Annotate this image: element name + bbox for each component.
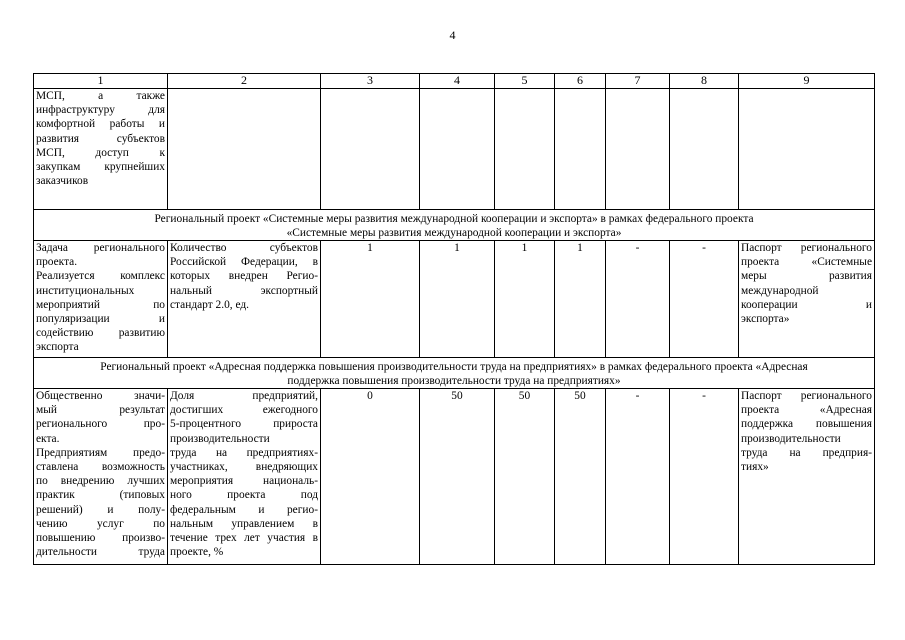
- value-cell: 1: [420, 241, 495, 358]
- text-line: комфортной работы и: [36, 118, 165, 131]
- text-line: Паспорт регионального: [741, 242, 872, 254]
- text-line: развития субъектов: [36, 132, 165, 145]
- text-line: стандарт 2.0, ед.: [170, 298, 250, 311]
- table-row-productivity: [34, 389, 875, 565]
- value-cell: 1: [495, 241, 555, 358]
- value-cell: -: [670, 389, 739, 565]
- text-line: Паспорт регионального: [741, 390, 872, 402]
- text-line: кооперации и: [741, 298, 872, 311]
- text-line: Российской Федерации, в: [170, 256, 318, 269]
- empty-cell: [739, 89, 875, 210]
- section-title: [34, 358, 875, 389]
- text-line: решений) и полу-: [36, 503, 165, 516]
- section-row-export: [34, 210, 875, 241]
- empty-cell: [420, 89, 495, 210]
- value-cell: 50: [420, 389, 495, 565]
- text-line: нальный экспортный: [170, 284, 318, 297]
- empty-cell: [555, 89, 606, 210]
- table-row-continuation: [34, 89, 875, 210]
- task-cell: [34, 389, 168, 565]
- text-line: чению услуг по: [36, 517, 165, 530]
- empty-cell: [495, 89, 555, 210]
- text-line: закупкам крупнейших: [36, 161, 165, 174]
- text-line: инфраструктуру для: [36, 104, 165, 117]
- section-title-line: «Системные меры развития международной кооперации и экспорта»: [286, 227, 622, 239]
- column-number: 3: [321, 74, 420, 89]
- text-line: мый результат: [36, 404, 165, 417]
- text-line: екта.: [36, 432, 60, 445]
- text-line: тиях»: [741, 461, 769, 474]
- text-line: Предприятиям предо-: [36, 446, 165, 459]
- section-row-productivity: [34, 358, 875, 389]
- text-line: Количество субъектов: [170, 242, 318, 254]
- text-line: заказчиков: [36, 175, 89, 188]
- text-line: Реализуется комплекс: [36, 270, 165, 283]
- value-cell: 0: [321, 389, 420, 565]
- value-cell: 50: [495, 389, 555, 565]
- section-title-line: поддержка повышения производительности труда на предприятиях»: [287, 375, 621, 387]
- value-cell: 1: [321, 241, 420, 358]
- text-line: Доля предприятий,: [170, 390, 318, 402]
- text-line: Задача регионального: [36, 242, 165, 254]
- text-line: течение трех лет участия в: [170, 532, 318, 545]
- column-number: 1: [34, 74, 168, 89]
- value-cell: -: [670, 241, 739, 358]
- text-line: мероприятия националь-: [170, 475, 318, 488]
- empty-cell: [670, 89, 739, 210]
- text-line: практик (типовых: [36, 489, 165, 502]
- value-cell: 50: [555, 389, 606, 565]
- text-line: регионального про-: [36, 418, 165, 431]
- text-line: федеральным и регио-: [170, 503, 318, 516]
- text-line: дительности труда: [36, 546, 165, 559]
- text-line: содействию развитию: [36, 327, 165, 340]
- text-line: ного проекта под: [170, 489, 318, 502]
- source-cell: [739, 241, 875, 358]
- task-cell: [34, 241, 168, 358]
- text-line: поддержка повышения: [741, 418, 872, 431]
- text-line: МСП, доступ к: [36, 146, 165, 159]
- text-line: производительности: [170, 432, 270, 445]
- empty-cell: [168, 89, 321, 210]
- text-line: популяризации и: [36, 313, 165, 326]
- text-line: меры развития: [741, 270, 872, 283]
- column-number: 9: [739, 74, 875, 89]
- text-line: институциональных: [36, 284, 135, 297]
- column-number: 2: [168, 74, 321, 89]
- text-line: проекта «Адресная: [741, 404, 872, 417]
- text-line: международной: [741, 284, 819, 297]
- column-number: 7: [606, 74, 670, 89]
- text-line: участниках, внедряющих: [170, 461, 318, 474]
- text-line: ставлена возможность: [36, 461, 165, 474]
- text-line: проекте, %: [170, 546, 224, 559]
- text-line: нальным управлением в: [170, 517, 318, 530]
- text-line: достигших ежегодного: [170, 404, 318, 417]
- text-line: проекта «Системные: [741, 256, 872, 269]
- section-title: [34, 210, 875, 241]
- task-cell: [34, 89, 168, 210]
- source-cell: [739, 389, 875, 565]
- empty-cell: [606, 89, 670, 210]
- value-cell: 1: [555, 241, 606, 358]
- text-line: труда на предприя-: [741, 446, 872, 459]
- section-title-line: Региональный проект «Системные меры развития международной кооперации и экспорта» в рамках федерального проекта: [154, 213, 754, 225]
- text-line: МСП, а также: [36, 90, 165, 102]
- text-line: по внедрению лучших: [36, 475, 165, 488]
- column-number: 5: [495, 74, 555, 89]
- indicators-table: [33, 73, 875, 565]
- text-line: экспорта: [36, 341, 79, 354]
- indicator-cell: [168, 241, 321, 358]
- empty-cell: [321, 89, 420, 210]
- table-row-export: [34, 241, 875, 358]
- value-cell: -: [606, 241, 670, 358]
- text-line: Общественно значи-: [36, 390, 165, 402]
- column-number: 8: [670, 74, 739, 89]
- page-number: 4: [449, 28, 456, 42]
- text-line: 5-процентного прироста: [170, 418, 318, 431]
- column-number: 4: [420, 74, 495, 89]
- text-line: производительности: [741, 432, 841, 445]
- column-number: 6: [555, 74, 606, 89]
- text-line: труда на предприятиях-: [170, 446, 318, 459]
- text-line: которых внедрен Регио-: [170, 270, 318, 283]
- text-line: экспорта»: [741, 313, 790, 326]
- column-number-row: [34, 74, 875, 89]
- text-line: мероприятий по: [36, 298, 165, 311]
- section-title-line: Региональный проект «Адресная поддержка повышения производительности труда на предприятиях» в рамках федерального проекта «Адресная: [100, 361, 808, 373]
- indicator-cell: [168, 389, 321, 565]
- value-cell: -: [606, 389, 670, 565]
- text-line: повышению произво-: [36, 532, 165, 545]
- text-line: проекта.: [36, 256, 78, 269]
